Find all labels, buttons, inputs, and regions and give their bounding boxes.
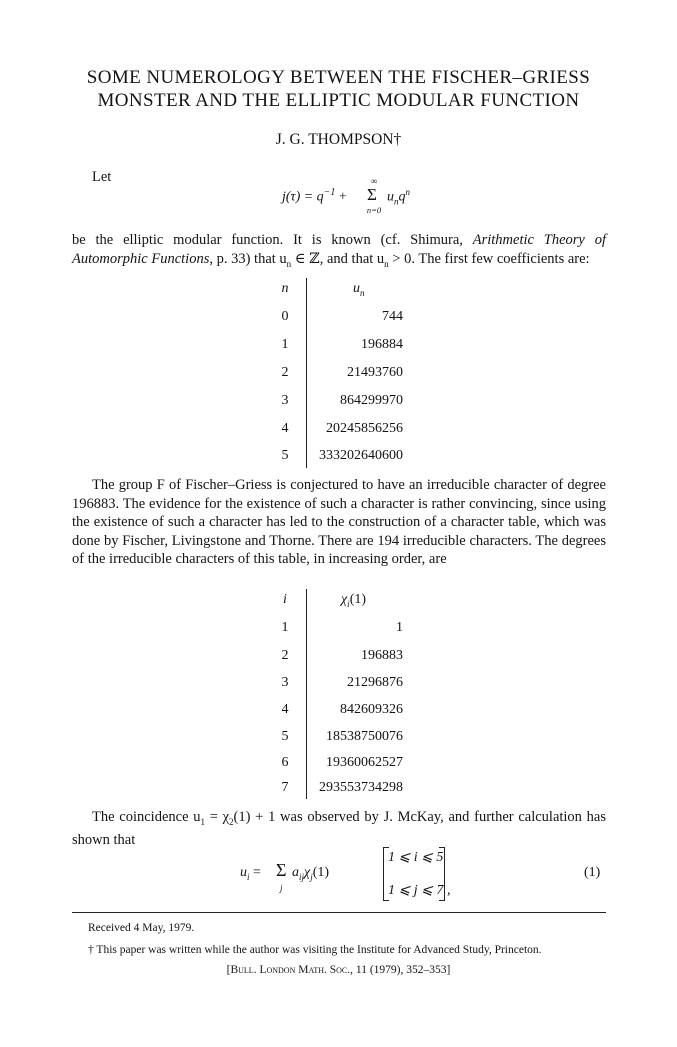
table2-i: 3 <box>281 675 289 690</box>
table1-header-u <box>353 281 365 301</box>
eq-a: a <box>292 865 299 880</box>
author-footnote: † This paper was written while the author was visiting the Institute for Advanced Study, Princeton. <box>88 944 542 956</box>
sum-lower-limit: n=0 <box>366 205 382 215</box>
header-chi-letter: χ <box>341 592 348 607</box>
sum-symbol: Σ <box>367 185 377 204</box>
eq-chi-sub: j <box>310 871 313 882</box>
table2-i: 2 <box>281 648 289 663</box>
term-u-sub: n <box>394 196 399 207</box>
table1-header-n: n <box>281 281 289 296</box>
eq-lhs-sub: i <box>247 871 250 882</box>
eq-a-sub: ij <box>299 871 305 882</box>
table2-divider <box>306 589 307 799</box>
table1-value: 196884 <box>361 337 403 352</box>
characters-table <box>245 589 445 799</box>
eq-equals: = <box>249 865 261 880</box>
coefficients-table <box>245 278 445 468</box>
condition-j: 1 ⩽ j ⩽ 7 <box>388 883 444 898</box>
table1-value: 21493760 <box>347 365 403 380</box>
para3-text-a: The coincidence u <box>92 809 201 825</box>
header-u-sub: n <box>360 287 365 298</box>
table2-i: 4 <box>281 702 289 717</box>
table1-value: 744 <box>382 309 403 324</box>
para1-text-b: , p. 33) that u <box>209 250 287 267</box>
table2-value: 18538750076 <box>326 729 403 744</box>
formula-lhs: j(τ) = q <box>282 189 324 205</box>
table2-value: 842609326 <box>340 702 403 717</box>
table2-header-i: i <box>283 592 287 607</box>
eq-lhs: u <box>240 865 247 880</box>
received-date: Received 4 May, 1979. <box>88 922 195 934</box>
term-u: u <box>387 189 394 205</box>
table1-value: 333202640600 <box>319 448 403 463</box>
table2-value: 1 <box>396 620 403 635</box>
table2-value: 293553734298 <box>319 780 403 795</box>
footnote-rule <box>72 912 606 913</box>
para1-text-a: be the elliptic modular function. It is known (cf. Shimura, <box>72 232 473 248</box>
term-q: q <box>398 189 406 205</box>
table1-n: 3 <box>281 393 289 408</box>
condition-bracket <box>383 847 445 901</box>
table2-i: 5 <box>281 729 289 744</box>
header-u-letter: u <box>353 281 360 296</box>
table2-header-chi <box>341 592 366 612</box>
para1-sub-a: n <box>286 258 292 269</box>
table2-i: 1 <box>281 620 289 635</box>
header-chi-arg: (1) <box>349 592 367 607</box>
table1-value: 864299970 <box>340 393 403 408</box>
table2-value: 19360062527 <box>326 755 403 770</box>
journal-reference: [Bull. London Math. Soc., 11 (1979), 352–353] <box>226 964 451 976</box>
para3-sub-b: 2 <box>229 816 234 827</box>
table2-i: 7 <box>281 780 289 795</box>
eq-chi: χ <box>304 865 311 880</box>
para1-text-c: ∈ ℤ, and that u <box>291 250 385 267</box>
formula-plus: + <box>338 189 347 205</box>
table1-n: 0 <box>281 309 289 324</box>
table2-value: 196883 <box>361 648 403 663</box>
table1-n: 4 <box>281 421 289 436</box>
para3-text-c: (1) + 1 was observed by J. McKay, and further calculation has shown that <box>72 809 606 849</box>
eq-comma: , <box>447 883 451 898</box>
eq-sum-index: j <box>280 883 283 893</box>
table1-value: 20245856256 <box>326 421 403 436</box>
title-line-2: MONSTER AND THE ELLIPTIC MODULAR FUNCTION <box>97 90 580 111</box>
j-function-formula <box>282 176 442 224</box>
paragraph-3 <box>72 808 606 850</box>
equation-1 <box>240 845 610 907</box>
let-text: Let <box>92 169 112 185</box>
eq-arg: (1) <box>312 865 330 880</box>
table1-n: 1 <box>281 337 289 352</box>
author: J. G. THOMPSON† <box>275 131 402 148</box>
para3-text-b: = χ <box>204 809 230 825</box>
sum-upper-limit: ∞ <box>370 176 378 186</box>
table2-value: 21296876 <box>347 675 403 690</box>
title-line-1: SOME NUMEROLOGY BETWEEN THE FISCHER–GRIESS <box>86 67 591 88</box>
table2-i: 6 <box>281 755 289 770</box>
para3-sub-a: 1 <box>200 816 205 827</box>
table1-n: 2 <box>281 365 289 380</box>
paragraph-2: The group F of Fischer–Griess is conjectured to have an irreducible character of degree 196883. The evidence for the existence of such a character is rather convincing, since using the existence of such a character has led to the construction of a character table, which was done by Fischer, Livingstone and Thorne. There are 194 irreducible characters. The degrees of the irreducible characters of this table, in increasing order, are <box>72 477 606 567</box>
table1-n: 5 <box>281 448 289 463</box>
para1-text-d: > 0. The first few coefficients are: <box>388 250 590 267</box>
table1-divider <box>306 278 307 468</box>
condition-i: 1 ⩽ i ⩽ 5 <box>388 850 444 865</box>
header-chi-sub: i <box>347 598 350 609</box>
book-title: Arithmetic Theory of Automorphic Functions <box>72 232 606 267</box>
para1-sub-b: n <box>384 258 389 269</box>
equation-number: (1) <box>584 865 601 880</box>
eq-sum-symbol: Σ <box>276 860 287 880</box>
formula-exponent: −1 <box>323 187 336 198</box>
term-q-exp: n <box>405 187 410 197</box>
paragraph-1 <box>72 231 606 273</box>
